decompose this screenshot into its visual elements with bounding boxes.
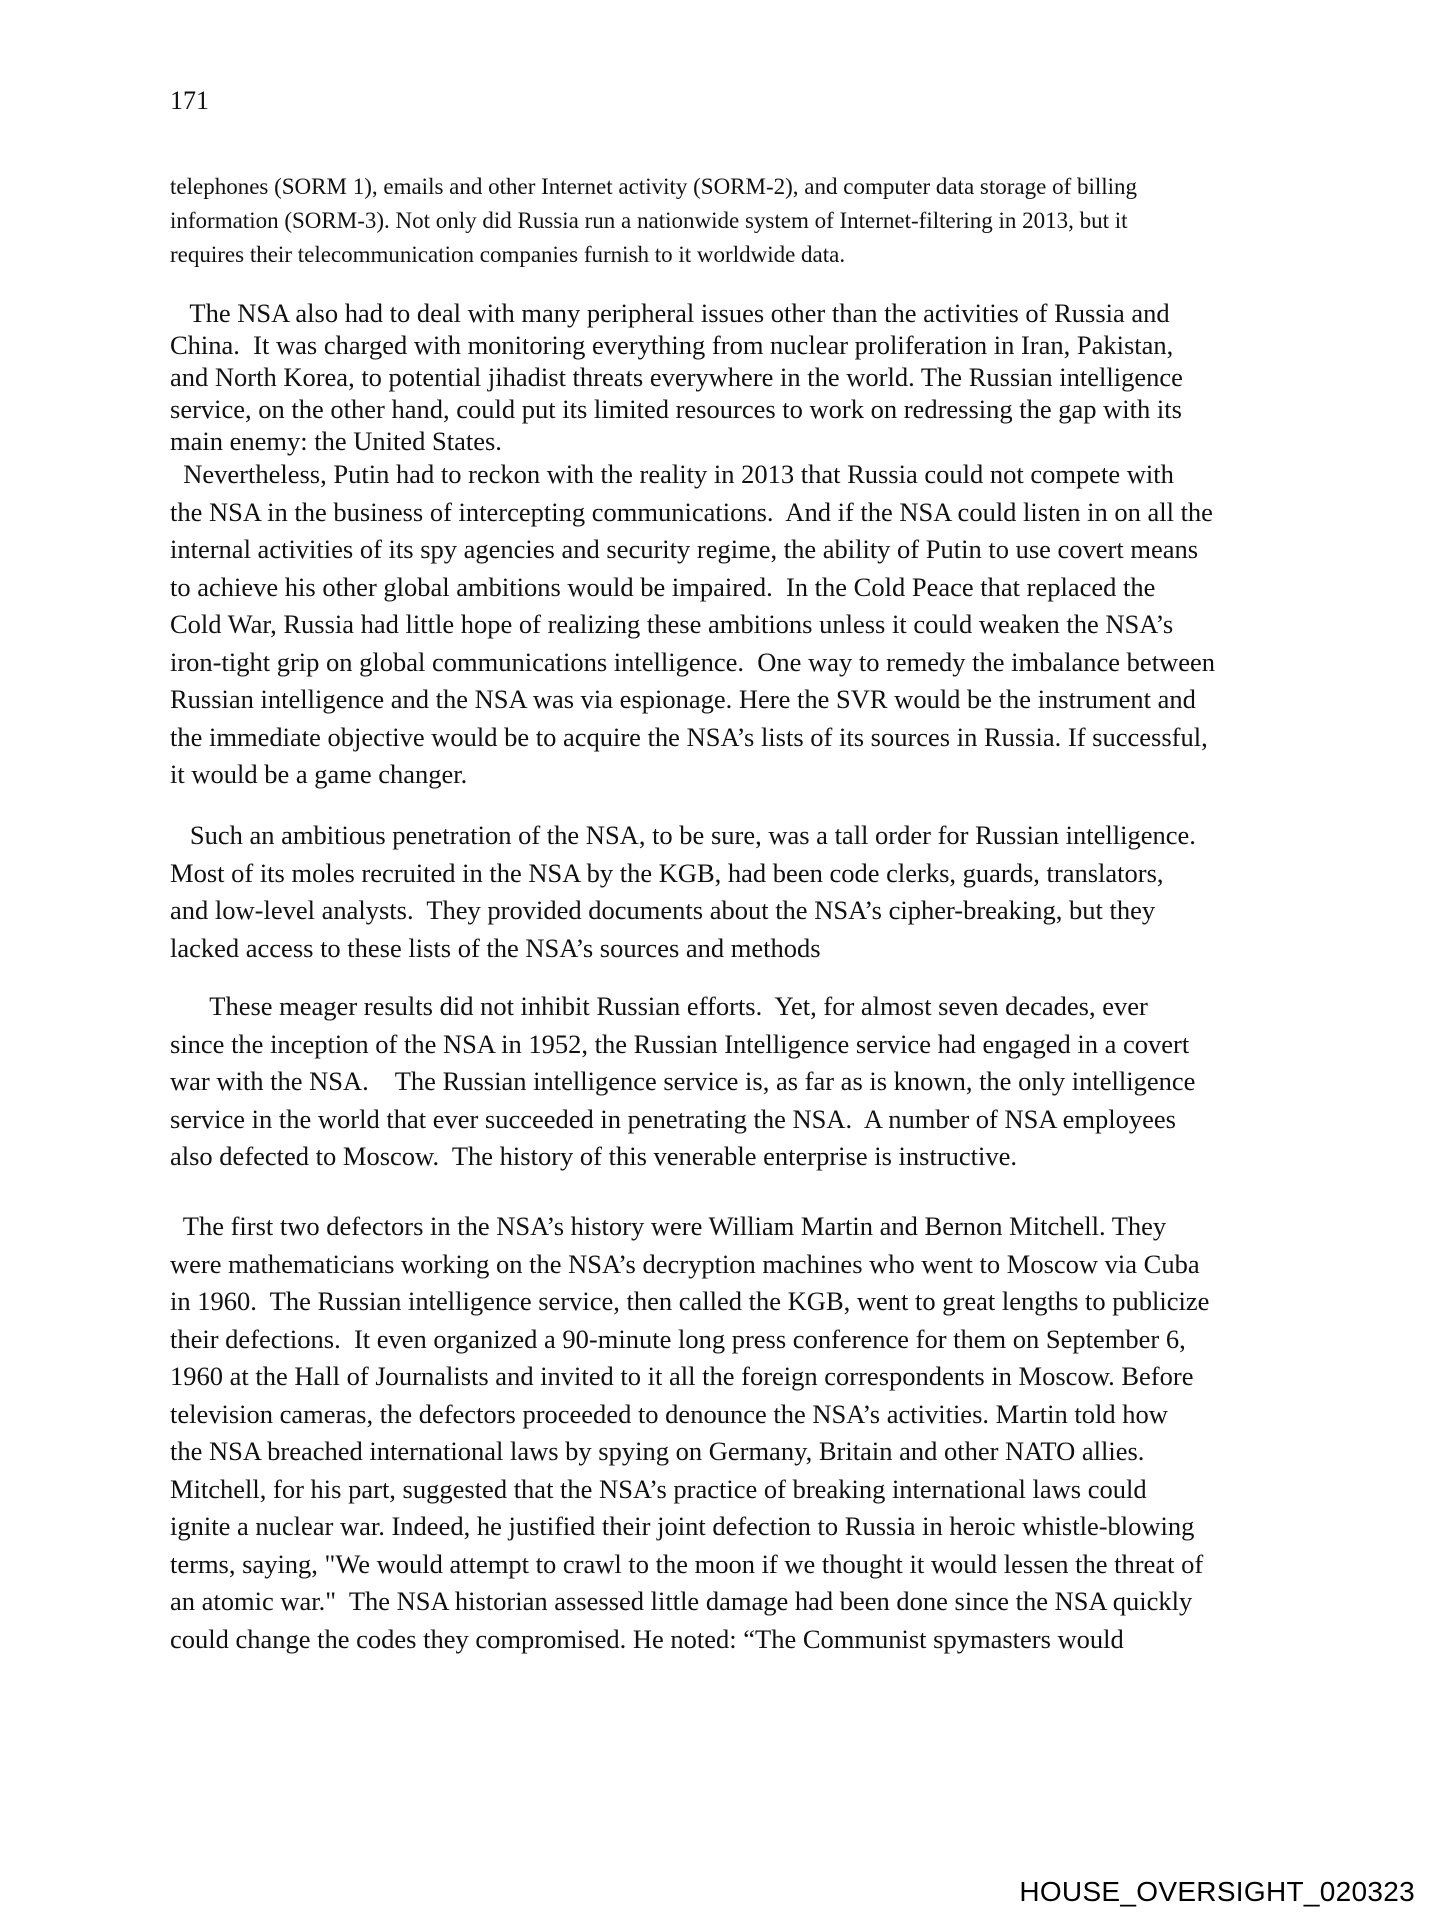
text-line: television cameras, the defectors proceeded to denounce the NSA’s activities. Martin told how (170, 1398, 1168, 1429)
text-line: main enemy: the United States. (170, 426, 502, 456)
text-line: These meager results did not inhibit Russian efforts. Yet, for almost seven decades, ever (170, 991, 1148, 1021)
text-line: terms, saying, "We would attempt to crawl to the moon if we thought it would lessen the threat of (170, 1548, 1204, 1579)
paragraph-sorm-surveillance (170, 170, 1310, 272)
text-line: service, on the other hand, could put its limited resources to work on redressing the gap with its (170, 394, 1182, 424)
paragraph-ambitious-penetration (170, 817, 1310, 967)
text-line: war with the NSA. The Russian intelligence service is, as far as is known, the only intelligence (170, 1066, 1196, 1096)
text-line: also defected to Moscow. The history of this venerable enterprise is instructive. (170, 1141, 1018, 1171)
text-line: to achieve his other global ambitions would be impaired. In the Cold Peace that replaced the (170, 571, 1156, 602)
text-line: Mitchell, for his part, suggested that the NSA’s practice of breaking international laws could (170, 1473, 1147, 1504)
text-line: in 1960. The Russian intelligence service, then called the KGB, went to great lengths to publicize (170, 1286, 1210, 1316)
bates-stamp: HOUSE_OVERSIGHT_020323 (1019, 1876, 1415, 1907)
text-line: Most of its moles recruited in the NSA by the KGB, had been code clerks, guards, translators, (170, 857, 1164, 888)
text-line: service in the world that ever succeeded in penetrating the NSA. A number of NSA employees (170, 1103, 1176, 1134)
paragraph-nsa-peripheral-issues (170, 297, 1310, 457)
paragraph-first-defectors (170, 1208, 1310, 1658)
page-number: 171 (170, 86, 209, 115)
text-line: The first two defectors in the NSA’s history were William Martin and Bernon Mitchell. They (170, 1211, 1167, 1241)
text-line: The NSA also had to deal with many peripheral issues other than the activities of Russia and (170, 298, 1170, 328)
text-line: requires their telecommunication companies furnish to it worldwide data. (170, 242, 846, 267)
text-line: Nevertheless, Putin had to reckon with the reality in 2013 that Russia could not compete with (170, 459, 1174, 489)
text-line: Cold War, Russia had little hope of realizing these ambitions unless it could weaken the NSA’s (170, 609, 1174, 639)
text-line: their defections. It even organized a 90-minute long press conference for them on September 6, (170, 1323, 1186, 1354)
text-line: and North Korea, to potential jihadist threats everywhere in the world. The Russian intelligence (170, 362, 1183, 392)
text-line: internal activities of its spy agencies and security regime, the ability of Putin to use covert means (170, 534, 1199, 564)
paragraph-meager-results (170, 988, 1310, 1176)
text-line: could change the codes they compromised. He noted: “The Communist spymasters would (170, 1623, 1124, 1654)
text-line: the NSA breached international laws by spying on Germany, Britain and other NATO allies. (170, 1436, 1145, 1466)
text-line: the NSA in the business of intercepting communications. And if the NSA could listen in on all the (170, 496, 1213, 527)
text-line: ignite a nuclear war. Indeed, he justified their joint defection to Russia in heroic whistle-blowing (170, 1511, 1195, 1541)
text-line: lacked access to these lists of the NSA’s sources and methods (170, 932, 821, 963)
text-line: Such an ambitious penetration of the NSA, to be sure, was a tall order for Russian intelligence. (170, 820, 1196, 850)
text-line: iron-tight grip on global communications intelligence. One way to remedy the imbalance between (170, 646, 1215, 677)
text-line: China. It was charged with monitoring everything from nuclear proliferation in Iran, Pakistan, (170, 330, 1174, 360)
text-line: the immediate objective would be to acquire the NSA’s lists of its sources in Russia. If successful, (170, 721, 1208, 752)
text-line: it would be a game changer. (170, 759, 468, 789)
text-line: information (SORM-3). Not only did Russia run a nationwide system of Internet-filtering in 2013, but it (170, 208, 1128, 233)
text-line: an atomic war." The NSA historian assessed little damage had been done since the NSA quickly (170, 1586, 1193, 1616)
text-line: 1960 at the Hall of Journalists and invited to it all the foreign correspondents in Moscow. Before (170, 1361, 1194, 1391)
paragraph-putin-reality (170, 456, 1310, 794)
text-line: since the inception of the NSA in 1952, the Russian Intelligence service had engaged in a covert (170, 1028, 1190, 1059)
text-line: and low-level analysts. They provided documents about the NSA’s cipher-breaking, but they (170, 895, 1156, 925)
text-line: Russian intelligence and the NSA was via espionage. Here the SVR would be the instrument and (170, 684, 1196, 714)
text-line: telephones (SORM 1), emails and other Internet activity (SORM-2), and computer data storage of billing (170, 174, 1138, 199)
text-line: were mathematicians working on the NSA’s decryption machines who went to Moscow via Cuba (170, 1248, 1200, 1279)
